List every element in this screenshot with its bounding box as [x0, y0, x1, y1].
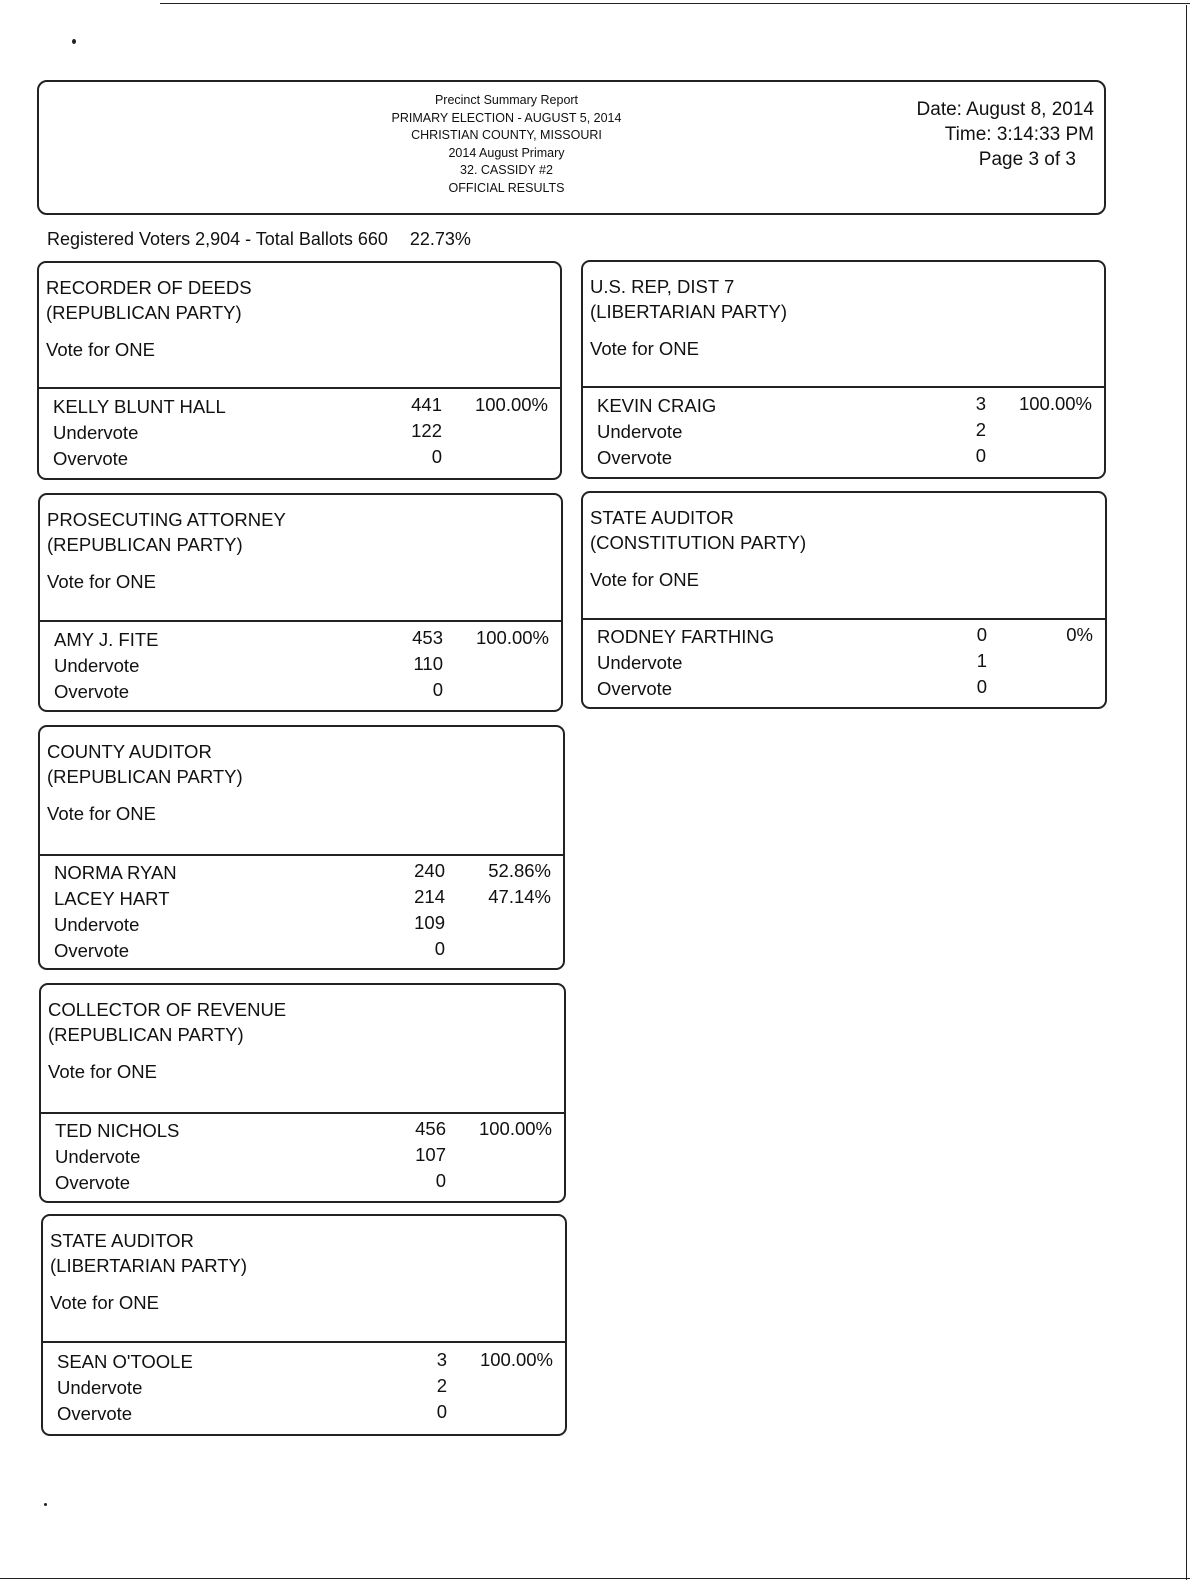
report-meta [917, 97, 1094, 172]
report-title: Precinct Summary Report [434, 93, 579, 107]
contest-title [50, 1228, 247, 1278]
vote-count: 456 [415, 1118, 446, 1139]
vote-for-label: Vote for ONE [47, 571, 156, 592]
contest-box [581, 491, 1107, 709]
vote-count: 240 [414, 860, 445, 881]
result-row [39, 446, 560, 472]
scan-bottom-edge [0, 1578, 1190, 1579]
candidate-name: Overvote [54, 681, 130, 702]
vote-count: 2 [975, 419, 986, 440]
vote-count: 0 [976, 676, 987, 697]
vote-percent: 100.00% [1018, 393, 1092, 414]
election-name: PRIMARY ELECTION - AUGUST 5, 2014 [391, 110, 622, 125]
candidate-name: Undervote [597, 421, 683, 442]
turnout-summary [47, 229, 471, 250]
candidate-name: SEAN O'TOOLE [57, 1351, 193, 1372]
candidate-name: LACEY HART [54, 888, 170, 909]
result-row [41, 1144, 564, 1170]
contest-party: (CONSTITUTION PARTY) [590, 532, 807, 553]
vote-count: 110 [413, 653, 443, 674]
scan-top-edge [160, 3, 1190, 4]
candidate-name: NORMA RYAN [54, 862, 177, 883]
vote-percent: 0% [1066, 624, 1093, 645]
candidate-name: Undervote [53, 422, 139, 443]
vote-count: 0 [436, 1401, 447, 1422]
results-status: OFFICIAL RESULTS [448, 180, 565, 195]
vote-for-label: Vote for ONE [48, 1061, 157, 1082]
contest-header [43, 1216, 565, 1343]
vote-count: 2 [436, 1375, 447, 1396]
results-rows [39, 394, 560, 472]
result-row [43, 1375, 565, 1401]
contest-title [47, 507, 286, 557]
contest-header [583, 262, 1104, 388]
vote-count: 3 [436, 1349, 447, 1370]
result-row [583, 650, 1105, 676]
vote-count: 122 [411, 420, 442, 441]
vote-count: 453 [412, 627, 443, 648]
vote-for-label: Vote for ONE [46, 339, 155, 360]
contest-party: (LIBERTARIAN PARTY) [590, 301, 788, 322]
vote-percent: 47.14% [488, 886, 551, 907]
vote-count: 0 [432, 679, 443, 700]
contest-box [37, 261, 562, 480]
candidate-name: Overvote [54, 940, 130, 961]
page-number: Page 3 of 3 [978, 149, 1076, 170]
turnout-percent: 22.73% [409, 229, 471, 249]
contest-box [41, 1214, 567, 1436]
contest-box [39, 983, 566, 1203]
contest-party: (REPUBLICAN PARTY) [48, 1024, 244, 1045]
vote-percent: 100.00% [478, 1118, 552, 1139]
vote-percent: 100.00% [474, 394, 548, 415]
vote-count: 109 [414, 912, 445, 933]
scan-speck [72, 39, 76, 44]
vote-count: 441 [411, 394, 442, 415]
result-row [39, 394, 560, 420]
contest-title [48, 997, 286, 1047]
contest-office: RECORDER OF DEEDS [46, 277, 252, 298]
candidate-name: Overvote [53, 448, 129, 469]
result-row [583, 393, 1104, 419]
contest-office: STATE AUDITOR [590, 507, 734, 528]
results-rows [583, 624, 1105, 702]
candidate-name: Overvote [597, 678, 673, 699]
vote-percent: 100.00% [479, 1349, 553, 1370]
vote-count: 0 [975, 445, 986, 466]
contest-header [40, 727, 563, 856]
candidate-name: Undervote [57, 1377, 143, 1398]
vote-percent: 52.86% [488, 860, 551, 881]
candidate-name: RODNEY FARTHING [597, 626, 775, 647]
result-row [583, 445, 1104, 471]
contest-office: PROSECUTING ATTORNEY [47, 509, 286, 530]
results-rows [40, 860, 563, 964]
voters-ballots-text: Registered Voters 2,904 - Total Ballots 660 [47, 229, 388, 249]
contest-office: U.S. REP, DIST 7 [590, 276, 735, 297]
results-rows [41, 1118, 564, 1196]
contest-party: (LIBERTARIAN PARTY) [50, 1255, 248, 1276]
contest-office: COUNTY AUDITOR [47, 741, 212, 762]
vote-percent: 100.00% [475, 627, 549, 648]
vote-for-label: Vote for ONE [50, 1292, 159, 1313]
contest-title [46, 275, 252, 325]
contest-header [41, 985, 564, 1114]
county-name: CHRISTIAN COUNTY, MISSOURI [411, 128, 602, 142]
results-rows [583, 393, 1104, 471]
candidate-name: Undervote [597, 652, 683, 673]
contest-header [583, 493, 1105, 620]
contest-box [38, 493, 563, 712]
result-row [40, 938, 563, 964]
result-row [40, 653, 561, 679]
result-row [583, 419, 1104, 445]
contest-party: (REPUBLICAN PARTY) [47, 534, 243, 555]
result-row [40, 860, 563, 886]
contest-header [40, 495, 561, 622]
vote-for-label: Vote for ONE [590, 338, 699, 359]
candidate-name: Overvote [55, 1172, 131, 1193]
vote-count: 0 [976, 624, 987, 645]
vote-count: 0 [434, 938, 445, 959]
contest-office: COLLECTOR OF REVENUE [48, 999, 287, 1020]
result-row [40, 679, 561, 705]
candidate-name: KELLY BLUNT HALL [53, 396, 226, 417]
candidate-name: Overvote [57, 1403, 133, 1424]
scan-speck [44, 1503, 47, 1506]
contest-party: (REPUBLICAN PARTY) [46, 302, 242, 323]
vote-count: 1 [976, 650, 987, 671]
result-row [40, 912, 563, 938]
contest-box [581, 260, 1106, 479]
candidate-name: Undervote [54, 655, 140, 676]
candidate-name: Undervote [55, 1146, 141, 1167]
results-rows [40, 627, 561, 705]
vote-for-label: Vote for ONE [590, 569, 699, 590]
scan-right-edge [1186, 5, 1187, 1580]
candidate-name: Overvote [597, 447, 673, 468]
candidate-name: AMY J. FITE [54, 629, 159, 650]
contest-title [590, 505, 806, 555]
vote-count: 3 [975, 393, 986, 414]
candidate-name: Undervote [54, 914, 140, 935]
results-rows [43, 1349, 565, 1427]
vote-count: 214 [414, 886, 445, 907]
result-row [40, 886, 563, 912]
report-date: Date: August 8, 2014 [916, 99, 1094, 120]
contest-title [47, 739, 243, 789]
report-header [37, 80, 1106, 215]
vote-count: 0 [431, 446, 442, 467]
result-row [39, 420, 560, 446]
candidate-name: TED NICHOLS [55, 1120, 180, 1141]
primary-name: 2014 August Primary [448, 145, 565, 160]
contest-office: STATE AUDITOR [50, 1230, 194, 1251]
vote-count: 107 [415, 1144, 446, 1165]
precinct-name: 32. CASSIDY #2 [460, 163, 553, 177]
contest-title [590, 274, 787, 324]
candidate-name: KEVIN CRAIG [597, 395, 717, 416]
result-row [583, 676, 1105, 702]
result-row [43, 1401, 565, 1427]
vote-for-label: Vote for ONE [47, 803, 156, 824]
result-row [583, 624, 1105, 650]
result-row [40, 627, 561, 653]
result-row [43, 1349, 565, 1375]
result-row [41, 1170, 564, 1196]
result-row [41, 1118, 564, 1144]
contest-box [38, 725, 565, 970]
contest-party: (REPUBLICAN PARTY) [47, 766, 243, 787]
contest-header [39, 263, 560, 389]
report-time: Time: 3:14:33 PM [944, 124, 1094, 145]
vote-count: 0 [435, 1170, 446, 1191]
